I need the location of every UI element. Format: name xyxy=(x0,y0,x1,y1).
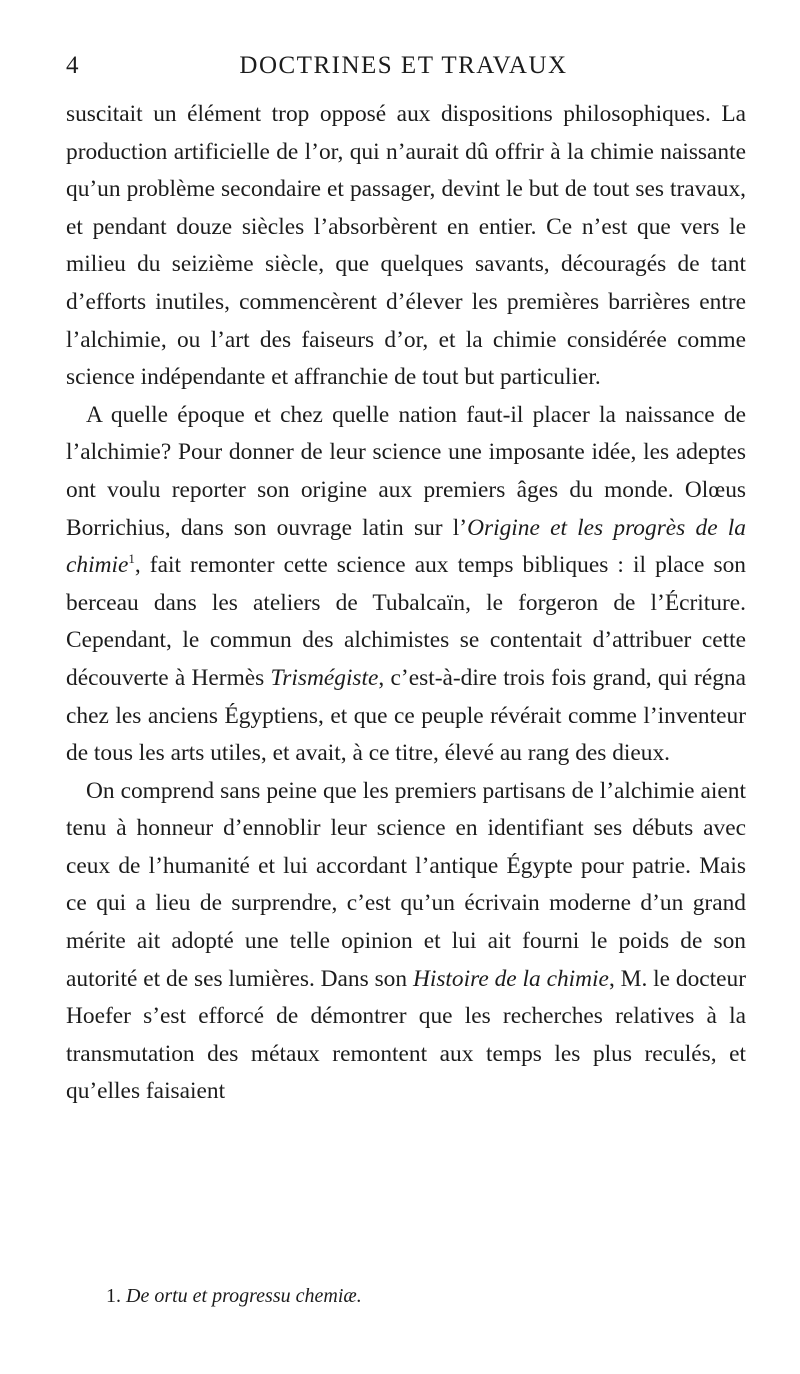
paragraph-1: suscitait un élément trop opposé aux dispositions philosophiques. La production artificielle de l’or, qui n’aurait dû offrir à la chimie naissante qu’un problème secondaire et passager, devint le but de tout ses travaux, et pendant douze siècles l’absorbèrent en entier. Ce n’est que vers le milieu du seizième siècle, que quelques savants, découragés de tant d’efforts inutiles, commencèrent d’élever les premières barrières entre l’alchimie, ou l’art des faiseurs d’or, et la chimie considérée comme science indépendante et affranchie de tout but particulier. xyxy=(66,101,746,391)
paragraph-2-text-c: , c’est-à-dire trois fois grand, qui régna chez les anciens Égyptiens, et que ce peuple révérait comme l’inventeur de tous les arts utiles, et avait, à ce titre, élevé au rang des dieux. xyxy=(66,664,746,767)
book-title-histoire: Histoire de la chimie xyxy=(412,965,609,992)
paragraph-3-text-a: On comprend sans peine que les premiers partisans de l’alchimie aient tenu à honneur d’ennoblir leur science en identifiant ses débuts avec ceux de l’humanité et lui accordant l’antique Égypte pour patrie. Mais ce qui a lieu de surprendre, c’est qu’un écrivain moderne d’un grand mérite ait adopté une telle opinion et lui ait fourni le poids de son autorité et de ses lumières. Dans son xyxy=(66,777,746,992)
footnote xyxy=(106,1282,746,1310)
footnote-reference: 1 xyxy=(128,551,135,567)
running-head xyxy=(66,52,741,88)
paragraph-3-text-b: , M. le docteur Hoefer s’est efforcé de démontrer que les recherches relatives à la transmutation des métaux remontent aux temps les plus reculés, et qu’elles faisaient xyxy=(66,965,747,1105)
footnote-text: De ortu et progressu chemiæ. xyxy=(126,1285,362,1307)
footnote-number: 1. xyxy=(106,1285,121,1307)
page-number: 4 xyxy=(66,52,80,79)
book-title-origine: Origine et les progrès de la chimie xyxy=(66,514,746,579)
name-trismegiste: Trismégiste xyxy=(270,664,379,691)
paragraph-2-text-b: , fait remonter cette science aux temps bibliques : il place son berceau dans les ateliers de Tubalcaïn, le forgeron de l’Écriture. Cependant, le commun des alchimistes se contentait d’attribuer cette découverte à Hermès xyxy=(66,552,746,691)
paragraph-3 xyxy=(66,773,746,1111)
paragraph-2 xyxy=(66,397,746,773)
body-text xyxy=(66,96,746,1111)
paragraph-2-text-a: A quelle époque et chez quelle nation faut-il placer la naissance de l’alchimie? Pour donner de leur science une imposante idée, les adeptes ont voulu reporter son origine aux premiers âges du monde. Olœus Borrichius, dans son ouvrage latin sur l’ xyxy=(66,401,746,541)
running-title: DOCTRINES ET TRAVAUX xyxy=(239,52,568,79)
